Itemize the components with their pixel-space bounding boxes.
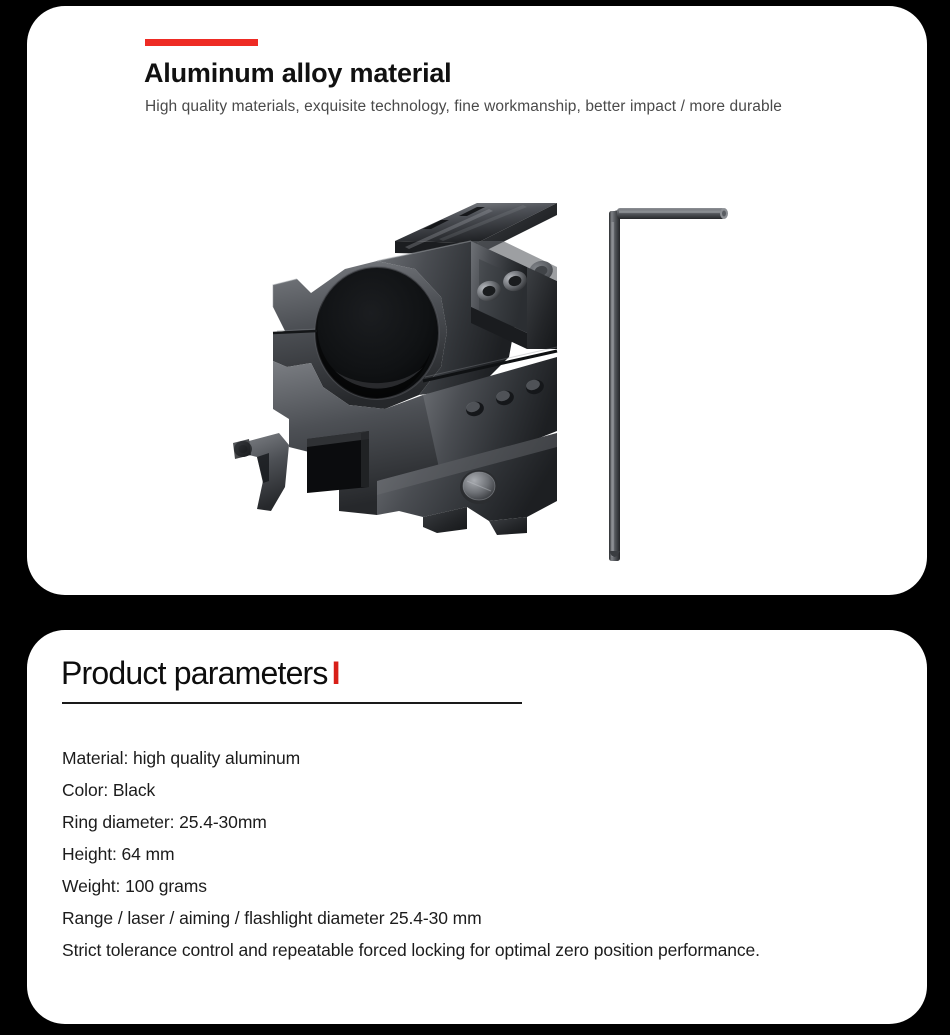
recoil-lug xyxy=(233,433,289,511)
feature-subtitle: High quality materials, exquisite technology, fine workmanship, better impact / more durable xyxy=(145,98,782,115)
params-heading-mark: I xyxy=(331,655,341,691)
accent-bar xyxy=(145,39,258,46)
param-item: Weight: 100 grams xyxy=(62,876,207,896)
hex-wrench xyxy=(609,208,728,561)
ring-bore xyxy=(315,267,439,399)
param-item: Ring diameter: 25.4-30mm xyxy=(62,812,267,832)
param-item: Material: high quality aluminum xyxy=(62,748,301,768)
param-item: Range / laser / aiming / flashlight diameter 25.4-30 mm xyxy=(62,908,482,928)
product-image xyxy=(227,181,787,571)
params-divider xyxy=(62,702,522,704)
params-list xyxy=(62,742,862,966)
param-item: Strict tolerance control and repeatable forced locking for optimal zero position performance. xyxy=(62,940,760,960)
param-item: Color: Black xyxy=(62,780,156,800)
feature-title: Aluminum alloy material xyxy=(144,58,452,88)
param-item: Height: 64 mm xyxy=(62,844,175,864)
product-illustration xyxy=(227,181,787,571)
params-heading xyxy=(61,653,341,693)
params-heading-text: Product parameters xyxy=(61,655,328,691)
scope-ring-mount xyxy=(233,203,557,535)
feature-card xyxy=(27,6,927,595)
body-cutout-window xyxy=(307,431,369,493)
